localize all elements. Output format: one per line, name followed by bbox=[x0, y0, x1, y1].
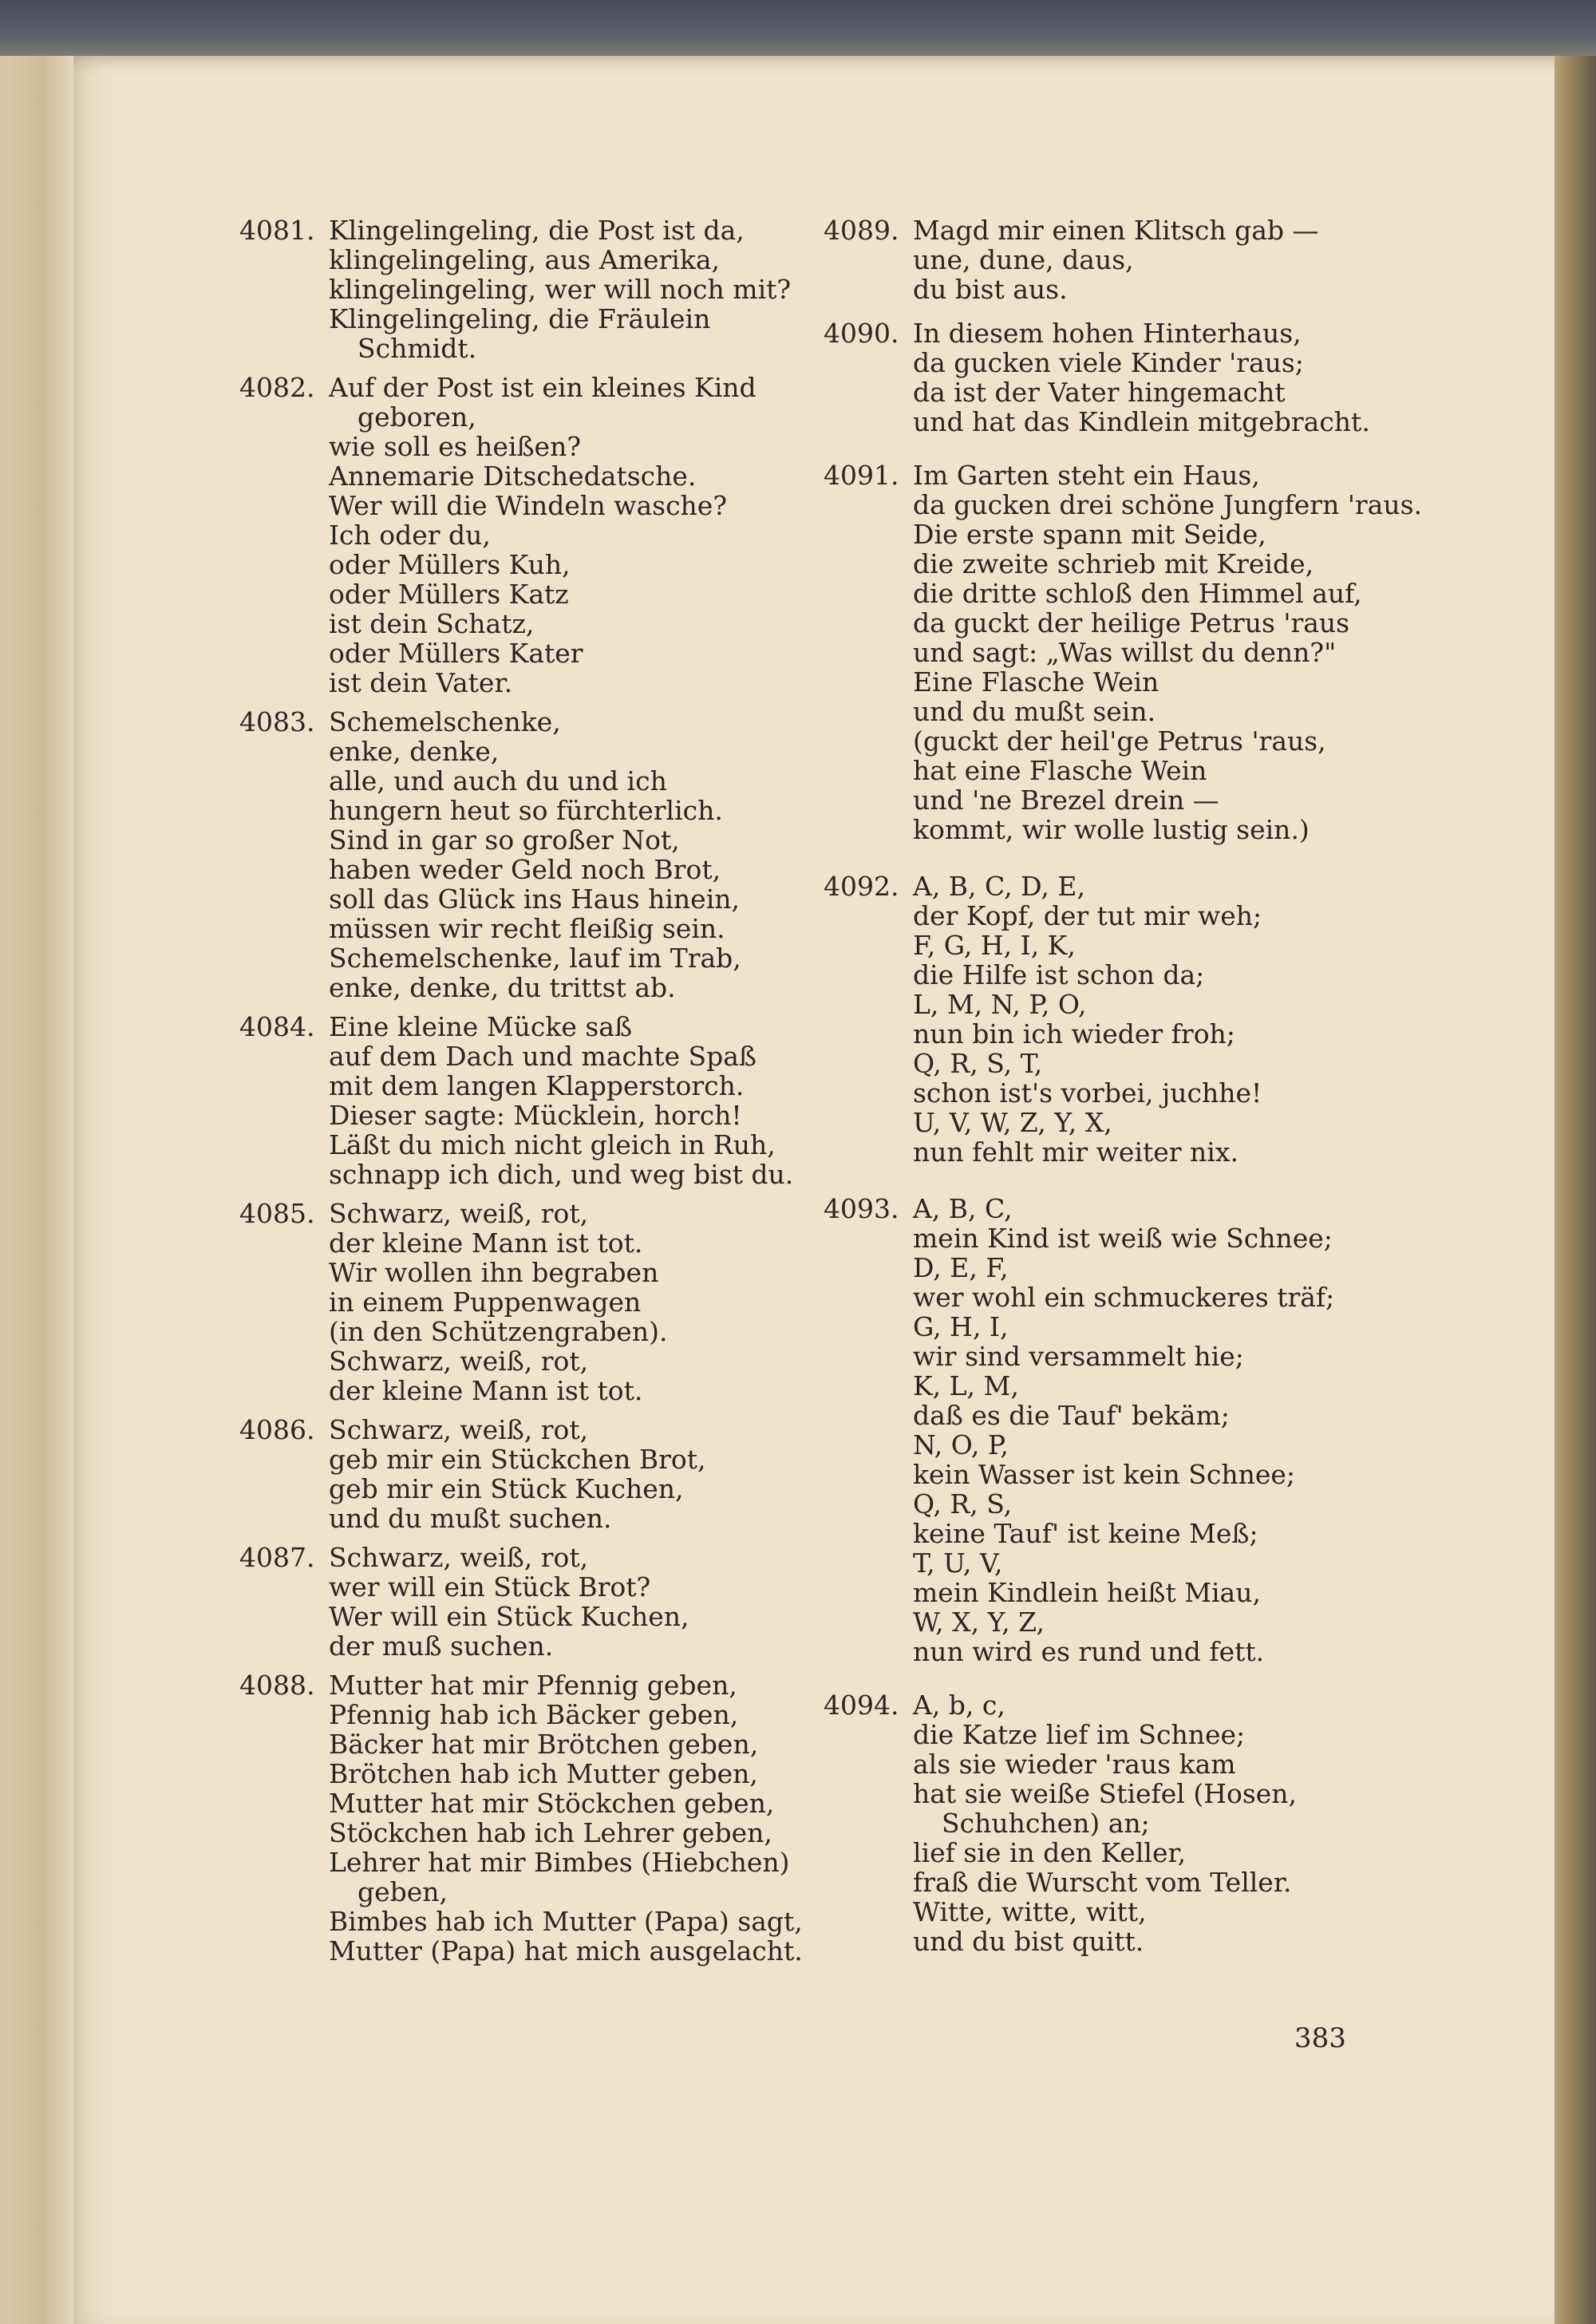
verse-number: 4093. bbox=[824, 1193, 899, 1224]
verse-entry bbox=[239, 707, 814, 1002]
verse-line: enke, denke, bbox=[329, 736, 500, 767]
verse-entry bbox=[239, 373, 814, 698]
verse-line: K, L, M, bbox=[913, 1370, 1019, 1401]
verse-entry bbox=[824, 1690, 1382, 1956]
verse-line: Eine kleine Mücke saß bbox=[329, 1011, 633, 1042]
verse-number: 4082. bbox=[239, 372, 315, 403]
verse-entry bbox=[239, 215, 814, 363]
verse-line: Auf der Post ist ein kleines Kind bbox=[329, 372, 757, 403]
verse-line: in einem Puppenwagen bbox=[329, 1286, 642, 1318]
verse-line: wer will ein Stück Brot? bbox=[329, 1571, 651, 1603]
verse-line: lief sie in den Keller, bbox=[913, 1837, 1187, 1868]
verse-line: schon ist's vorbei, juchhe! bbox=[913, 1077, 1262, 1109]
verse-number: 4090. bbox=[824, 318, 899, 349]
verse-line: L, M, N, P, O, bbox=[913, 989, 1087, 1020]
verse-line: als sie wieder 'raus kam bbox=[913, 1749, 1236, 1780]
verse-line: Schwarz, weiß, rot, bbox=[329, 1346, 589, 1377]
verse-number: 4092. bbox=[824, 871, 899, 902]
verse-line: Mutter hat mir Stöckchen geben, bbox=[329, 1788, 775, 1819]
verse-line: auf dem Dach und machte Spaß bbox=[329, 1041, 757, 1072]
verse-line: U, V, W, Z, Y, X, bbox=[913, 1107, 1112, 1138]
verse-line: da gucken drei schöne Jungfern 'raus. bbox=[913, 489, 1423, 520]
verse-line: da gucken viele Kinder 'raus; bbox=[913, 347, 1304, 378]
verse-line: die Katze lief im Schnee; bbox=[913, 1719, 1246, 1750]
page-number: 383 bbox=[1294, 2022, 1346, 2054]
verse-line: wie soll es heißen? bbox=[329, 431, 582, 462]
verse-line: müssen wir recht fleißig sein. bbox=[329, 913, 725, 944]
verse-line: Schwarz, weiß, rot, bbox=[329, 1542, 589, 1573]
verse-line: daß es die Tauf' bekäm; bbox=[913, 1400, 1230, 1431]
verse-number: 4084. bbox=[239, 1011, 315, 1042]
verse-line: A, b, c, bbox=[913, 1690, 1005, 1721]
verse-line: da guckt der heilige Petrus 'raus bbox=[913, 607, 1350, 638]
verse-line: der muß suchen. bbox=[329, 1630, 554, 1662]
verse-line: Lehrer hat mir Bimbes (Hiebchen) bbox=[329, 1847, 790, 1878]
verse-line: Schwarz, weiß, rot, bbox=[329, 1198, 589, 1229]
verse-line: der kleine Mann ist tot. bbox=[329, 1227, 643, 1259]
verse-line: G, H, I, bbox=[913, 1311, 1009, 1342]
verse-line: mein Kind ist weiß wie Schnee; bbox=[913, 1223, 1333, 1254]
verse-entry bbox=[824, 872, 1382, 1167]
verse-line: und du mußt sein. bbox=[913, 696, 1156, 727]
verse-line: hungern heut so fürchterlich. bbox=[329, 795, 723, 826]
verse-line: Stöckchen hab ich Lehrer geben, bbox=[329, 1817, 772, 1848]
verse-line: Bäcker hat mir Brötchen geben, bbox=[329, 1729, 759, 1760]
verse-line: Annemarie Ditschedatsche. bbox=[329, 460, 697, 492]
verse-line: F, G, H, I, K, bbox=[913, 930, 1076, 961]
verse-line: nun wird es rund und fett. bbox=[913, 1636, 1265, 1667]
verse-line: geb mir ein Stück Kuchen, bbox=[329, 1473, 684, 1504]
verse-line: kein Wasser ist kein Schnee; bbox=[913, 1459, 1296, 1490]
verse-line: Im Garten steht ein Haus, bbox=[913, 460, 1260, 491]
verse-line: Die erste spann mit Seide, bbox=[913, 519, 1266, 550]
verse-entry bbox=[239, 1012, 814, 1189]
verse-line: Bimbes hab ich Mutter (Papa) sagt, bbox=[329, 1906, 803, 1937]
verse-line: Klingelingeling, die Fräulein bbox=[329, 303, 711, 334]
verse-line: (guckt der heil'ge Petrus 'raus, bbox=[913, 725, 1326, 757]
verse-line: klingelingeling, wer will noch mit? bbox=[329, 274, 792, 305]
verse-entry bbox=[824, 460, 1423, 845]
verse-line: da ist der Vater hingemacht bbox=[913, 377, 1286, 408]
right-column bbox=[824, 215, 1423, 1957]
verse-line: A, B, C, bbox=[913, 1193, 1013, 1224]
verse-line: hat sie weiße Stiefel (Hosen, bbox=[913, 1778, 1298, 1809]
verse-line: Mutter (Papa) hat mich ausgelacht. bbox=[329, 1935, 803, 1966]
verse-line: Klingelingeling, die Post ist da, bbox=[329, 215, 745, 246]
verse-entry bbox=[824, 318, 1382, 437]
verse-line: Mutter hat mir Pfennig geben, bbox=[329, 1670, 737, 1701]
verse-line: Schmidt. bbox=[358, 333, 477, 364]
verse-entry bbox=[239, 1199, 814, 1405]
verse-number: 4086. bbox=[239, 1414, 315, 1445]
verse-line: kommt, wir wolle lustig sein.) bbox=[913, 814, 1310, 845]
verse-line: Schemelschenke, bbox=[329, 706, 561, 737]
verse-line: T, U, V, bbox=[913, 1547, 1003, 1579]
verse-line: wir sind versammelt hie; bbox=[913, 1341, 1244, 1372]
verse-line: alle, und auch du und ich bbox=[329, 765, 667, 796]
verse-line: Magd mir einen Klitsch gab — bbox=[913, 215, 1319, 246]
verse-line: A, B, C, D, E, bbox=[913, 871, 1085, 902]
verse-line: keine Tauf' ist keine Meß; bbox=[913, 1518, 1258, 1549]
verse-entry bbox=[824, 1194, 1382, 1666]
verse-line: une, dune, daus, bbox=[913, 244, 1134, 275]
verse-line: ist dein Vater. bbox=[329, 667, 513, 698]
verse-line: Schemelschenke, lauf im Trab, bbox=[329, 943, 741, 974]
verse-line: mit dem langen Klapperstorch. bbox=[329, 1070, 745, 1101]
verse-line: haben weder Geld noch Brot, bbox=[329, 854, 721, 885]
verse-line: soll das Glück ins Haus hinein, bbox=[329, 883, 741, 915]
verse-line: und du mußt suchen. bbox=[329, 1503, 612, 1534]
verse-line: und 'ne Brezel drein — bbox=[913, 785, 1219, 816]
verse-line: Schwarz, weiß, rot, bbox=[329, 1414, 589, 1445]
book-top-edge bbox=[0, 0, 1596, 64]
verse-line: wer wohl ein schmuckeres träf; bbox=[913, 1282, 1335, 1313]
verse-line: In diesem hohen Hinterhaus, bbox=[913, 318, 1302, 349]
verse-line: oder Müllers Katz bbox=[329, 579, 569, 610]
verse-line: Eine Flasche Wein bbox=[913, 666, 1159, 698]
verse-line: fraß die Wurscht vom Teller. bbox=[913, 1867, 1292, 1898]
verse-line: Schuhchen) an; bbox=[942, 1808, 1150, 1839]
verse-line: Q, R, S, bbox=[913, 1488, 1013, 1520]
verse-entry bbox=[824, 215, 1382, 304]
verse-line: nun bin ich wieder froh; bbox=[913, 1018, 1235, 1049]
verse-line: W, X, Y, Z, bbox=[913, 1607, 1045, 1638]
verse-number: 4091. bbox=[824, 460, 899, 491]
verse-line: geboren, bbox=[358, 401, 476, 433]
verse-line: nun fehlt mir weiter nix. bbox=[913, 1136, 1238, 1168]
verse-line: du bist aus. bbox=[913, 274, 1068, 305]
left-column bbox=[239, 215, 814, 1966]
verse-line: geben, bbox=[358, 1876, 448, 1907]
verse-line: (in den Schützengraben). bbox=[329, 1316, 668, 1347]
verse-line: Läßt du mich nicht gleich in Ruh, bbox=[329, 1129, 776, 1160]
verse-line: Sind in gar so großer Not, bbox=[329, 824, 680, 856]
verse-line: Q, R, S, T, bbox=[913, 1048, 1043, 1079]
verse-line: und du bist quitt. bbox=[913, 1926, 1144, 1957]
verse-line: N, O, P, bbox=[913, 1429, 1009, 1460]
verse-line: Dieser sagte: Mücklein, horch! bbox=[329, 1100, 742, 1131]
book-right-edge bbox=[1555, 56, 1596, 2324]
verse-line: die dritte schloß den Himmel auf, bbox=[913, 578, 1362, 609]
verse-line: der kleine Mann ist tot. bbox=[329, 1375, 643, 1406]
verse-line: und hat das Kindlein mitgebracht. bbox=[913, 406, 1370, 437]
verse-line: die Hilfe ist schon da; bbox=[913, 959, 1205, 990]
verse-number: 4089. bbox=[824, 215, 899, 246]
verse-line: Wer will die Windeln wasche? bbox=[329, 490, 728, 521]
verse-line: schnapp ich dich, und weg bist du. bbox=[329, 1159, 794, 1190]
verse-entry bbox=[239, 1415, 814, 1533]
verse-line: Witte, witte, witt, bbox=[913, 1896, 1147, 1927]
verse-line: D, E, F, bbox=[913, 1252, 1009, 1283]
verse-line: Wer will ein Stück Kuchen, bbox=[329, 1601, 689, 1632]
verse-number: 4081. bbox=[239, 215, 315, 246]
verse-line: enke, denke, du trittst ab. bbox=[329, 972, 676, 1003]
verse-line: Ich oder du, bbox=[329, 520, 491, 551]
book-gutter bbox=[0, 56, 73, 2324]
verse-line: Brötchen hab ich Mutter geben, bbox=[329, 1758, 758, 1789]
verse-line: oder Müllers Kuh, bbox=[329, 549, 571, 580]
verse-entry bbox=[239, 1543, 814, 1661]
verse-line: klingelingeling, aus Amerika, bbox=[329, 244, 720, 275]
verse-line: Pfennig hab ich Bäcker geben, bbox=[329, 1699, 739, 1730]
verse-entry bbox=[239, 1670, 814, 1966]
verse-line: mein Kindlein heißt Miau, bbox=[913, 1577, 1261, 1608]
verse-line: oder Müllers Kater bbox=[329, 638, 583, 669]
verse-number: 4094. bbox=[824, 1690, 899, 1721]
verse-number: 4083. bbox=[239, 706, 315, 737]
verse-line: die zweite schrieb mit Kreide, bbox=[913, 548, 1314, 579]
verse-line: hat eine Flasche Wein bbox=[913, 755, 1207, 786]
verse-line: der Kopf, der tut mir weh; bbox=[913, 900, 1262, 931]
verse-number: 4085. bbox=[239, 1198, 315, 1229]
verse-number: 4087. bbox=[239, 1542, 315, 1573]
verse-line: ist dein Schatz, bbox=[329, 608, 535, 639]
verse-line: und sagt: „Was willst du denn?" bbox=[913, 637, 1337, 668]
verse-line: geb mir ein Stückchen Brot, bbox=[329, 1444, 706, 1475]
verse-number: 4088. bbox=[239, 1670, 315, 1701]
verse-line: Wir wollen ihn begraben bbox=[329, 1257, 659, 1288]
